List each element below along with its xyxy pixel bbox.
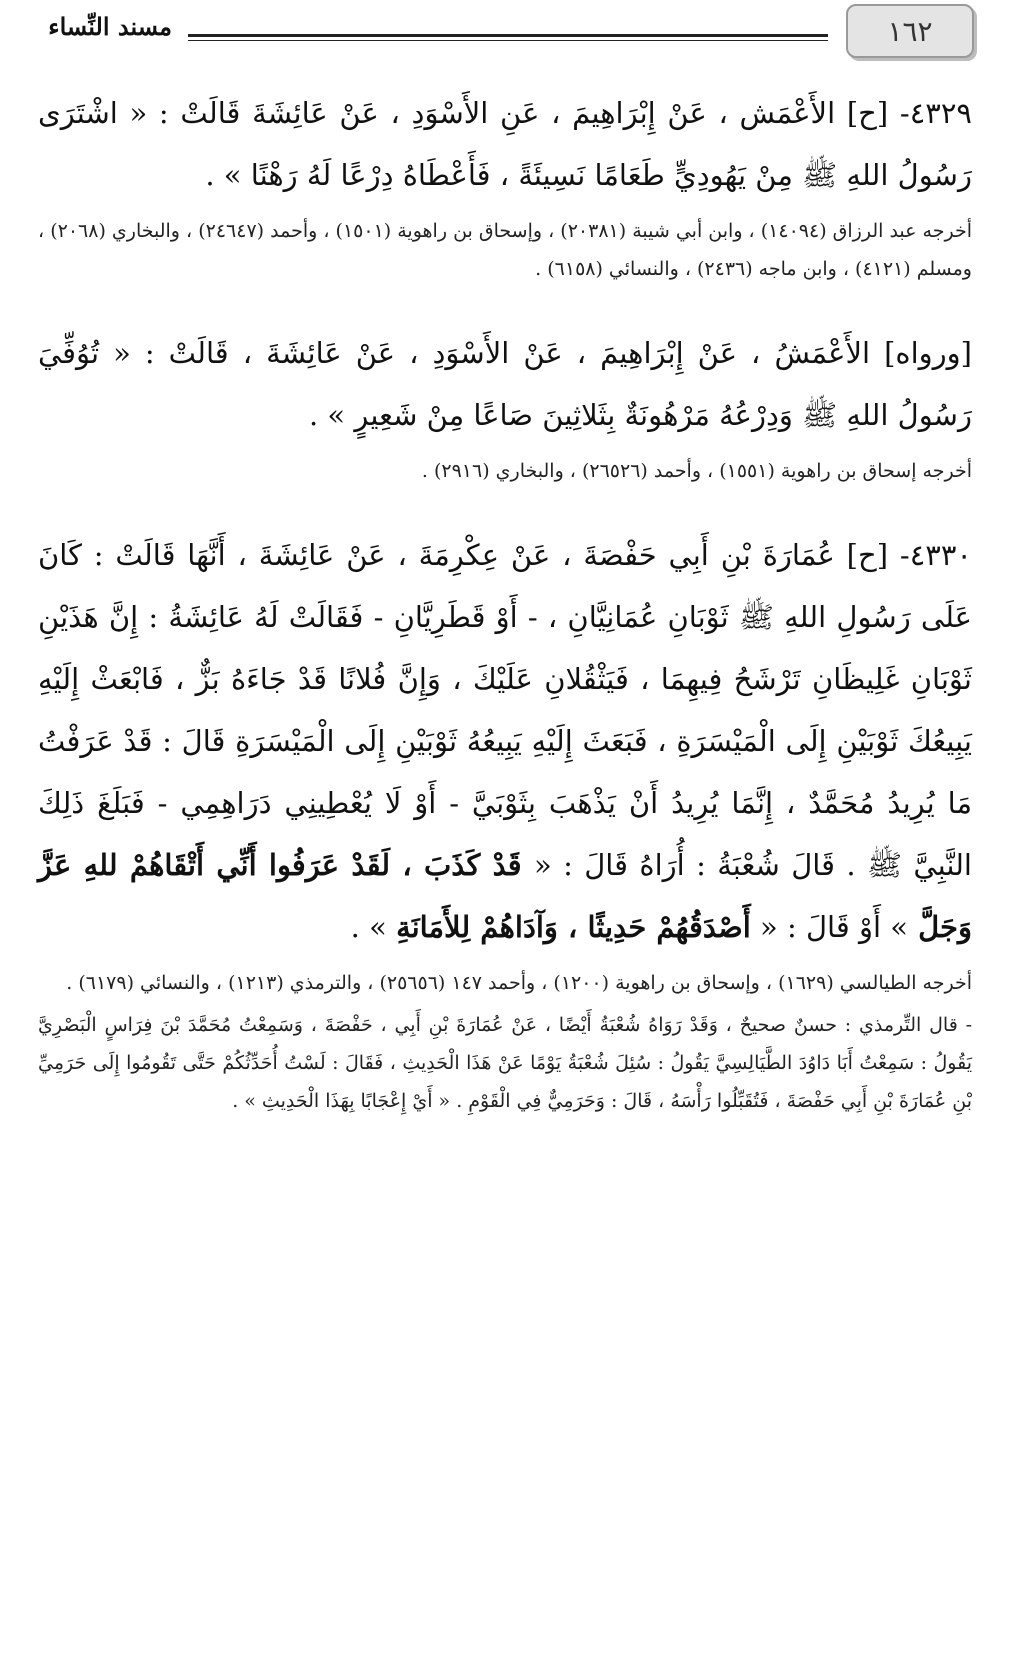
header-rule (188, 34, 828, 37)
page-header (0, 0, 1010, 62)
book-title: مسند النِّساء (48, 12, 172, 41)
page-number: ١٦٢ (846, 4, 974, 58)
hadith-4329-variant: [ورواه] الأَعْمَشُ ، عَنْ إِبْرَاهِيمَ ، عَنْ الأَسْوَدِ ، عَنْ عَائِشَةَ ، قَالَتْ : « تُوُفِّيَ رَسُولُ اللهِ ﷺ وَدِرْعُهُ مَرْهُونَةٌ بِثَلاثِينَ صَاعًا مِنْ شَعِيرٍ » . (38, 336, 972, 432)
hadith-4330-mid: » أَوْ قَالَ : « (750, 910, 908, 944)
tirmidhi-note: - قال التِّرمذي : حسنٌ صحيحٌ ، وَقَدْ رَوَاهُ شُعْبَةُ أَيْضًا ، عَنْ عُمَارَةَ بْنِ أَبِي ، حَفْصَةَ ، وَسَمِعْتُ مُحَمَّدَ بْنَ فِرَاسٍ الْبَصْرِيَّ يَقُولُ : سَمِعْتُ أَبَا دَاوُدَ الطَّيَالِسِيَّ يَقُولُ : سُئِلَ شُعْبَةُ يَوْمًا عَنْ هَذَا الْحَدِيثِ ، فَقَالَ : لَسْتُ أُحَدِّثُكُمْ حَتَّى تَقُومُوا إِلَى حَرَمِيِّ بْنِ عُمَارَةَ بْنِ أَبِي حَفْصَةَ ، فَتُقَبِّلُوا رَأْسَهُ ، قَالَ : وَحَرَمِيٌّ فِي الْقَوْمِ . « أَيْ إِعْجَابًا بِهَذَا الْحَدِيثِ » . (38, 1014, 972, 1112)
takhrij-4330: أخرجه الطيالسي (١٦٢٩) ، وإسحاق بن راهوية (١٢٠٠) ، وأحمد ١٤٧ (٢٥٦٥٦) ، والترمذي (١٢١٣) ، والنسائي (٦١٧٩) . (66, 972, 972, 994)
hadith-4330-quote-1: قَدْ كَذَبَ ، لَقَدْ عَرَفُوا أَنِّي أَتْقَاهُمْ للهِ عَزَّ وَجَلَّ (38, 848, 972, 944)
takhrij-4329-variant: أخرجه إسحاق بن راهوية (١٥٥١) ، وأحمد (٢٦٥٢٦) ، والبخاري (٢٩١٦) . (421, 460, 972, 482)
hadith-4330-quote-2: أَصْدَقُهُمْ حَدِيثًا ، وَآدَاهُمْ لِلأَمَانَةِ (396, 910, 751, 944)
hadith-4330-text: ٤٣٣٠- [ح] عُمَارَةَ بْنِ أَبِي حَفْصَةَ ، عَنْ عِكْرِمَةَ ، عَنْ عَائِشَةَ ، أَنَّهَا قَالَتْ : كَانَ عَلَى رَسُولِ اللهِ ﷺ ثَوْبَانِ عُمَانِيَّانِ ، - أَوْ قَطَرِيَّانِ - فَقَالَتْ لَهُ عَائِشَةُ : إِنَّ هَذَيْنِ ثَوْبَانِ غَلِيظَانِ تَرْشَحُ فِيهِمَا ، فَيَثْقُلانِ عَلَيْكَ ، وَإِنَّ فُلانًا قَدْ جَاءَهُ بَزٌّ ، فَابْعَثْ إِلَيْهِ يَبِيعُكَ ثَوْبَيْنِ إِلَى الْمَيْسَرَةِ ، فَبَعَثَ إِلَيْهِ يَبِيعُهُ ثَوْبَيْنِ إِلَى الْمَيْسَرَةِ قَالَ : قَدْ عَرَفْتُ مَا يُرِيدُ مُحَمَّدٌ ، إِنَّمَا يُرِيدُ أَنْ يَذْهَبَ بِثَوْبَيَّ - أَوْ لَا يُعْطِينِي دَرَاهِمِي - فَبَلَغَ ذَلِكَ النَّبِيَّ ﷺ . قَالَ شُعْبَةُ : أُرَاهُ قَالَ : « (38, 538, 972, 882)
page-content (38, 82, 972, 1120)
hadith-4329: ٤٣٢٩- [ح] الأَعْمَش ، عَنْ إِبْرَاهِيمَ ، عَنِ الأَسْوَدِ ، عَنْ عَائِشَةَ قَالَتْ : « اشْتَرَى رَسُولُ اللهِ ﷺ مِنْ يَهُودِيٍّ طَعَامًا نَسِيئَةً ، فَأَعْطَاهُ دِرْعًا لَهُ رَهْنًا » . (38, 96, 972, 192)
hadith-4330-end: » . (350, 910, 397, 944)
hadith-4330 (38, 524, 972, 958)
takhrij-4329: أخرجه عبد الرزاق (١٤٠٩٤) ، وابن أبي شيبة (٢٠٣٨١) ، وإسحاق بن راهوية (١٥٠١) ، وأحمد (٢٤٦٤٧) ، والبخاري (٢٠٦٨) ، ومسلم (٤١٢١) ، وابن ماجه (٢٤٣٦) ، والنسائي (٦١٥٨) . (38, 220, 972, 280)
